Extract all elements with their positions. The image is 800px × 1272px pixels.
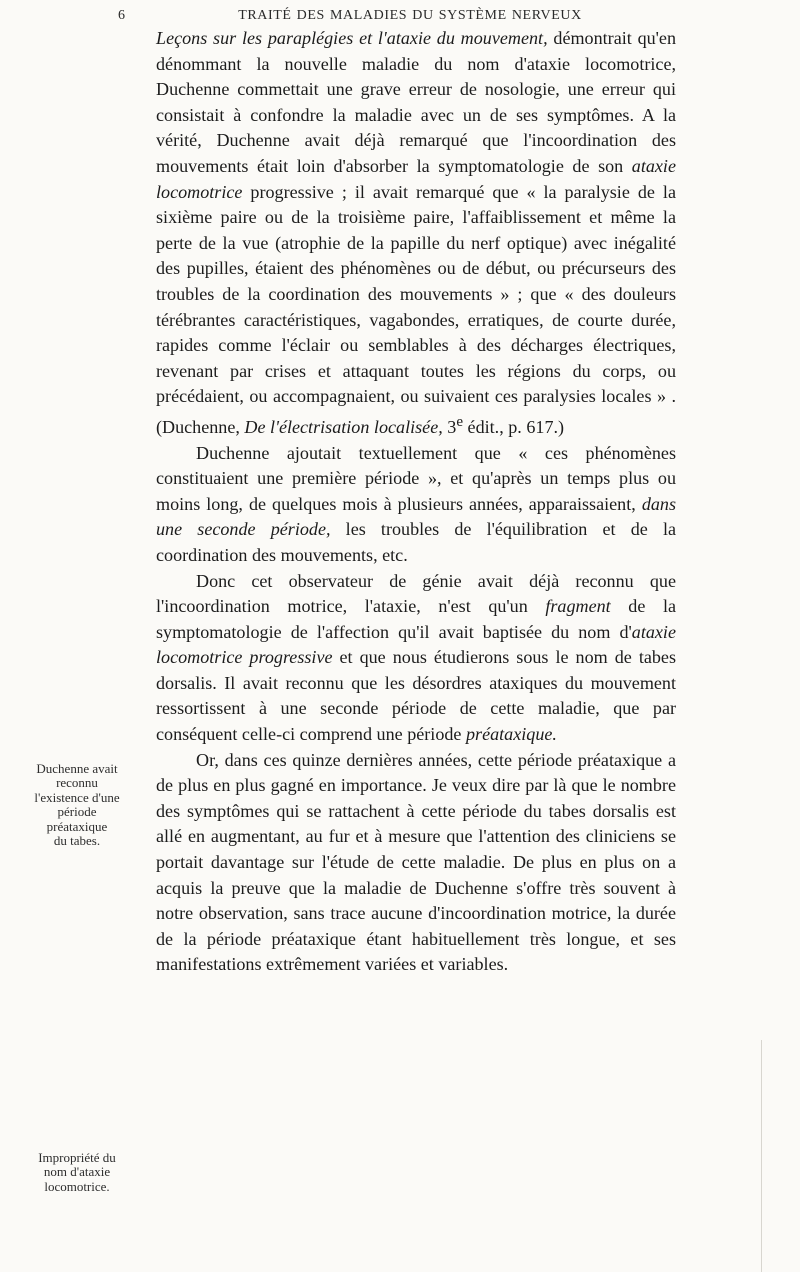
- page-header: [118, 6, 678, 28]
- margin-note-line: l'existence d'une: [34, 789, 120, 805]
- body-text: [156, 26, 676, 978]
- margin-note-line: locomotrice.: [44, 1178, 110, 1194]
- margin-note-line: nom d'ataxie: [43, 1164, 111, 1180]
- running-title: TRAITÉ DES MALADIES DU SYSTÈME NERVEUX: [238, 8, 582, 23]
- text-run: de la symptomatologie de l'affection qu'il avait baptisée du nom d': [156, 596, 676, 642]
- text-run: et que nous étudierons sous le nom de tabes dorsalis. Il avait reconnu que les désordres ataxiques du mouvement ressortissent à une seconde période de cette maladie, que par conséquent celle-ci comprend une période: [156, 647, 676, 745]
- text-run: les troubles de l'équilibration et de la coordination des mouvements, etc.: [156, 519, 676, 565]
- margin-note-line: du tabes.: [53, 833, 101, 849]
- text-run: Duchenne ajoutait textuellement que « ces phénomènes constituaient une première période », et qu'après un temps plus ou moins long, de quelques mois à plusieurs années, apparaissaient,: [156, 442, 676, 514]
- text-run: progressive ; il avait remarqué que « la paralysie de la sixième paire ou de la troisième paire, l'affaiblissement et même la perte de la vue (atrophie de la papille du nerf optique) avec inégalité des pupilles, étaient des phénomènes ou de début, ou précurseurs des troubles de la coordination des mouvements » ; que « des douleurs térébrantes caractéristiques, vagabondes, erratiques, de courte durée, rapides comme l'éclair ou semblables à des décharges électriques, revenant par crises et attaquant toutes les régions du corps, ou précédaient, ou accompagnaient, ou suivaient ces paralysies locales » . (Duchenne,: [156, 181, 676, 437]
- margin-note-preataxic-period: [0, 762, 154, 848]
- italic-term: ataxie locomotrice: [156, 155, 676, 202]
- margin-note-line: préataxique: [46, 818, 108, 834]
- italic-term: ataxie locomotrice progressive: [156, 621, 676, 668]
- italic-word: fragment: [545, 596, 611, 617]
- text-run: Donc cet observateur de génie avait déjà reconnu que l'incoordination motrice, l'ataxie, n'est qu'un: [156, 570, 676, 617]
- text-run: démontrait qu'en dénommant la nouvelle maladie du nom d'ataxie locomotrice, Duchenne commettait une grave erreur de nosologie, une erreur qui consistait à confondre la maladie avec un de ses symptômes. A la vérité, Duchenne avait déjà remarqué que l'incoordination des mouvements était loin d'absorber la symptomatologie de son: [156, 28, 676, 176]
- text-run: Or, dans ces quinze dernières années, cette période préataxique a de plus en plus gagné en importance. Je veux dire par là que le nombre des symptômes qui se rattachent à cette période du tabes dorsalis est allé en augmentant, au fur et à mesure que l'attention des cliniciens se portait davantage sur l'étude de cette maladie. De plus en plus on a acquis la preuve que la maladie de Duchenne s'offre très souvent à notre observation, sans trace aucune d'incoordination motrice, la durée de la période préataxique étant habituellement très longue, et ses manifestations extrêmement variées et variables.: [156, 749, 676, 975]
- margin-note-line: Duchenne avait: [36, 761, 118, 776]
- text-run: 3: [442, 416, 457, 437]
- paragraph-3: [156, 569, 676, 748]
- text-run: édit., p. 617.): [463, 416, 565, 437]
- paragraph-1: [156, 26, 676, 441]
- paragraph-2: [156, 441, 676, 569]
- margin-note-line: période: [57, 804, 97, 820]
- superscript: e: [456, 413, 464, 430]
- page-number: 6: [118, 8, 126, 23]
- margin-note-line: reconnu: [56, 775, 98, 791]
- italic-citation: Leçons sur les paraplégies et l'ataxie du mouvement,: [156, 28, 548, 48]
- italic-phrase: dans une seconde période,: [156, 493, 676, 540]
- italic-term: préataxique.: [465, 724, 557, 745]
- paragraph-4: [156, 748, 676, 978]
- margin-note-line: Impropriété du: [38, 1150, 116, 1165]
- italic-citation: De l'électrisation localisée,: [244, 416, 443, 437]
- margin-note-name-impropriety: [0, 1151, 154, 1194]
- page-edge-line: [761, 1040, 762, 1272]
